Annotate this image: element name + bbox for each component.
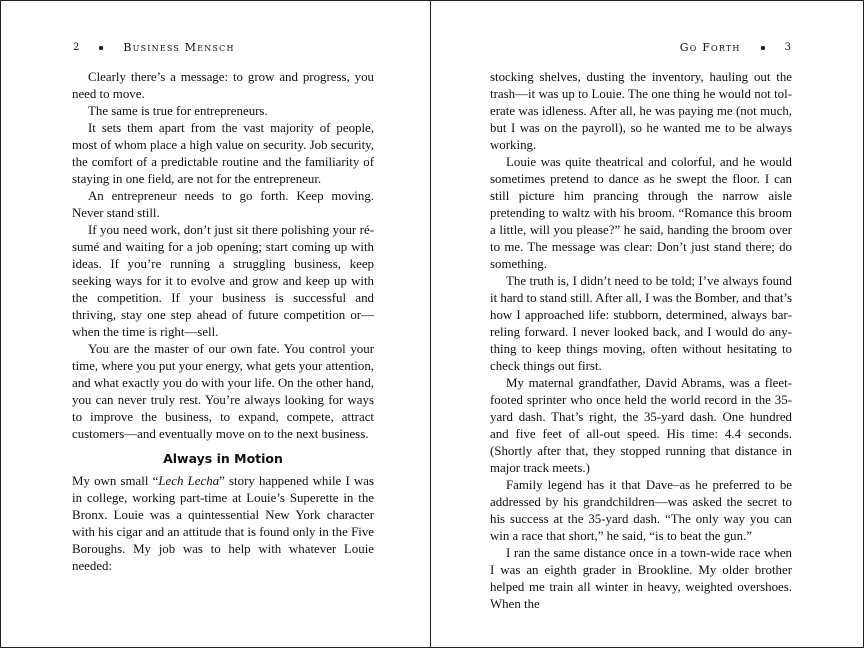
left-page-text xyxy=(72,69,374,575)
paragraph: I ran the same distance once in a town-wide race when I was an eighth grader in Brookline. My older brother helped me train all winter in heavy, weighted overshoes. When the xyxy=(490,546,792,611)
paragraph: It sets them apart from the vast majority of people, most of whom place a high value on security. Job security, the comfort of a predictable routine and the familiarity of staying in one field, are not for the entrepreneur. xyxy=(72,121,374,186)
left-running-head xyxy=(73,41,235,54)
paragraph: An entrepreneur needs to go forth. Keep moving. Never stand still. xyxy=(72,189,374,220)
paragraph: Louie was quite theatrical and colorful, and he would sometimes pretend to dance as he swept the floor. I can still picture him prancing through the narrow aisle pretending to waltz with his broom. “Romance this broom a little, will you please?” he said, handing the broom over to me. The message was clear: Don’t just stand there; do something. xyxy=(490,155,792,271)
left-running-head-title: Business Mensch xyxy=(123,41,235,54)
left-page xyxy=(1,1,431,647)
section-paragraph-start: My own small “ xyxy=(72,474,159,488)
right-page xyxy=(431,1,861,647)
paragraph: Clearly there’s a message: to grow and progress, you need to move. xyxy=(72,70,374,101)
paragraph: Family legend has it that Dave–as he preferred to be addressed by his grandchildren—was asked the secret to his success at the 35-yard dash. “The only way you can win a race that short,” he said, “is to beat the gun.” xyxy=(490,478,792,543)
bullet-separator-icon xyxy=(99,46,103,50)
bullet-separator-icon xyxy=(761,46,765,50)
right-running-head-title: Go Forth xyxy=(679,41,741,54)
section-heading: Always in Motion xyxy=(163,451,283,466)
right-running-head xyxy=(680,41,791,54)
section-paragraph xyxy=(72,473,374,575)
paragraph: The same is true for entrepreneurs. xyxy=(88,104,268,118)
right-page-text xyxy=(490,69,792,613)
section-paragraph-rest: ” story happened while I was in college, working part-time at Louie’s Superette in the Bronx. Louie was a quintessential New York character with his cigar and an attitude that is found only in the Five Boroughs. My job was to help with whatever Louie needed: xyxy=(72,474,374,573)
paragraph: If you need work, don’t just sit there polishing your résumé and waiting for a job opening; start coming up with ideas. If you’re running a struggling business, keep seeking ways for it to evolve and grow and keep up with the competition. If your business is successful and thriving, stay one step ahead of future competition or—when the time is right—sell. xyxy=(72,223,374,339)
paragraph: My maternal grandfather, David Abrams, was a fleet-footed sprinter who once held the world record in the 35-yard dash. That’s right, the 35-yard dash. One hundred and five feet of all-out speed. His time: 4.4 seconds. (Shortly after that, they stopped running that distance in major track meets.) xyxy=(490,376,792,475)
continued-paragraph: stocking shelves, dusting the inventory, hauling out the trash—it was up to Louie. The one thing he would not tolerate was idleness. After all, he was paying me (not much, but I was on the payroll), so he wanted me to be always working. xyxy=(490,70,792,152)
right-page-number: 3 xyxy=(784,42,791,53)
paragraph: The truth is, I didn’t need to be told; I’ve always found it hard to stand still. After all, I was the Bomber, and that’s how I approached life: stubborn, determined, always barreling forward. I never looked back, and I would do anything to keep things moving, often without hesitating to check things out first. xyxy=(490,274,792,373)
italic-title: Lech Lecha xyxy=(158,474,220,488)
left-page-number: 2 xyxy=(73,42,80,53)
paragraph: You are the master of our own fate. You control your time, where you put your energy, what gets your attention, and what exactly you do with your life. On the other hand, you can never truly rest. You’re always looking for ways to improve the business, to expand, compete, attract customers—and eventually move on to the next business. xyxy=(72,342,374,441)
